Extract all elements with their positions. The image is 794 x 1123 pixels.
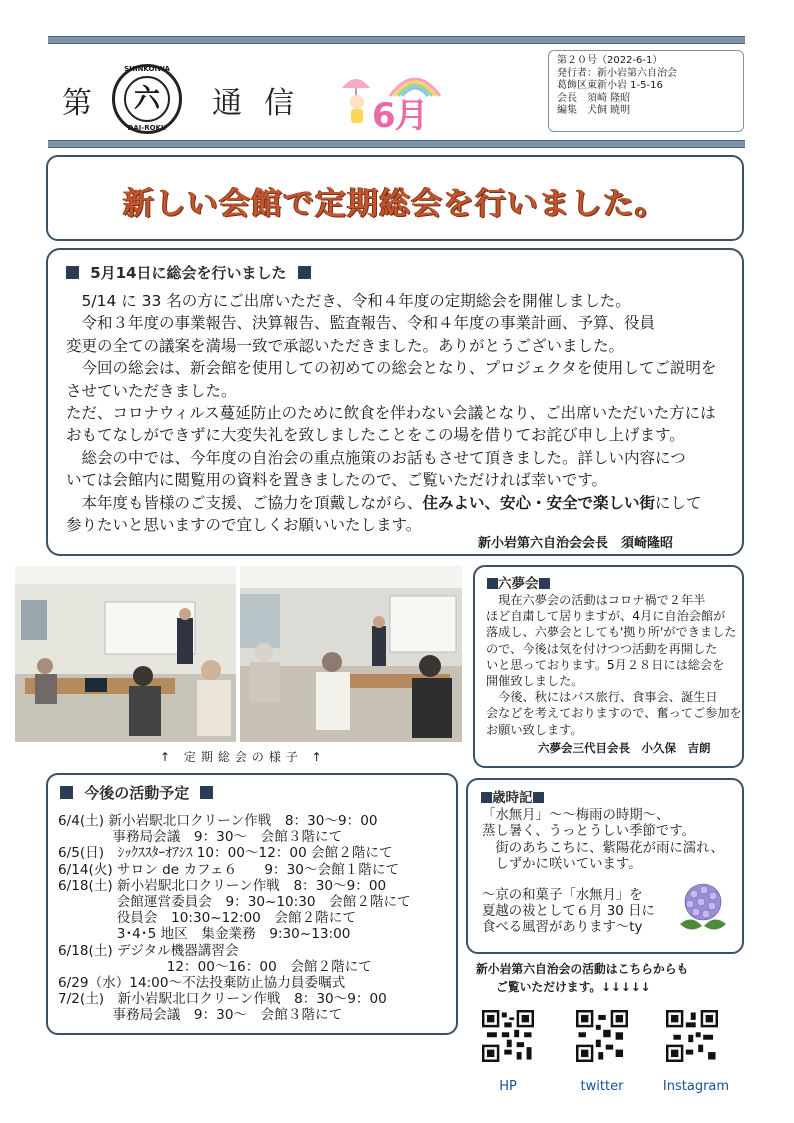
meeting-line: させていただきました。 <box>66 381 237 400</box>
meeting-signature: 新小岩第六自治会会長 須崎隆昭 <box>478 536 674 551</box>
meeting-line: 本年度も皆様のご支援、ご協力を頂戴しながら、住みよい、安心・安全で楽しい街にして <box>66 493 702 512</box>
issue-number: 第２０号（2022-6-1） <box>557 55 663 66</box>
rokumukai-line: 現在六夢会の活動はコロナ禍で２年半 <box>486 593 706 607</box>
saijiki-line: 夏越の祓として６月 30 日に <box>482 904 655 920</box>
rokumukai-line: 開催致しました。 <box>486 674 584 689</box>
meeting-photo-right <box>240 566 462 742</box>
qr-code-icon <box>576 1010 628 1062</box>
meeting-line: 5/14 に 33 名の方にご出席いただき、令和４年度の定期総会を開催しました。 <box>66 292 631 310</box>
masthead-dai: 第 <box>62 86 94 121</box>
saijiki-line: 「水無月」～～梅雨の時期～、 <box>482 808 670 823</box>
schedule-item: 6/29（水）14:00～不法投棄防止協力員委嘱式 <box>58 975 346 992</box>
qr-intro-line: 新小岩第六自治会の活動はこちらからも <box>476 962 689 976</box>
square-bullet-icon <box>481 792 492 803</box>
saijiki-line: 食べる風習があります～ty <box>482 920 643 936</box>
meeting-line: 今回の総会は、新会館を使用しての初めての総会となり、プロジェクタを使用してご説明を <box>66 359 717 378</box>
headline: 新しい会館で定期総会を行いました。 <box>123 186 667 222</box>
header-rule <box>48 140 745 148</box>
saijiki-line: しずかに咲いています。 <box>482 857 642 873</box>
saijiki-line: 街のあちこちに、紫陽花が雨に濡れ、 <box>482 840 724 856</box>
rokumukai-line: ほど自粛して居りますが、4月に自治会館が <box>486 609 726 624</box>
rokumukai-line: お願い致します。 <box>486 722 583 737</box>
schedule-item: 会館運営委員会 9：30~10:30 会館２階にて <box>58 894 411 911</box>
schedule-item: 役員会 10:30~12:00 会館２階にて <box>58 910 356 927</box>
square-bullet-icon <box>533 792 544 803</box>
meeting-line: いては会館内に閲覧用の資料を置きましたので、ご覧いただければ幸いです。 <box>66 471 607 490</box>
schedule-title: 今後の活動予定 <box>60 782 213 803</box>
square-bullet-icon <box>200 786 213 799</box>
rokumukai-line: いと思っております。5月２８日には総会を <box>486 657 725 672</box>
saijiki-title: 歳時記 <box>481 786 544 806</box>
schedule-item: 6/18(土) 新小岩駅北口クリーン作戦 8：30～9：00 <box>58 877 387 894</box>
schedule-item: 3･4･5 地区 集金業務 9:30~13:00 <box>58 926 351 943</box>
qr-code-icon <box>666 1010 718 1062</box>
qr-hp[interactable] <box>482 1010 534 1066</box>
meeting-line: 総会の中では、今年度の自治会の重点施策のお話もさせて頂きました。詳しい内容につ <box>66 448 686 467</box>
qr-intro-line: ご覧いただけます。↓↓↓↓↓ <box>496 980 651 994</box>
schedule-item: 6/4(土) 新小岩駅北口クリーン作戦 8：30～9：00 <box>58 813 378 829</box>
schedule-item: 6/14(火) サロン de カフェ６ 9：30～会館１階にて <box>58 861 400 878</box>
rokumukai-body <box>486 592 742 738</box>
meeting-line: 変更の全ての議案を満場一致で承認いただきました。ありがとうございました。 <box>66 336 625 355</box>
square-bullet-icon <box>487 578 498 589</box>
issue-editor: 編集 犬飼 暁明 <box>557 105 631 116</box>
issue-publisher: 発行者：新小岩第六自治会 <box>557 67 677 79</box>
meeting-line: 令和３年度の事業報告、決算報告、監査報告、令和４年度の事業計画、予算、役員 <box>66 314 656 333</box>
meeting-line: おもてなしができずに大変失礼を致しましたことをこの場を借りてお詫び申し上げます。 <box>66 426 685 445</box>
meeting-line: 参りたいと思いますので宜しくお願いいたします。 <box>66 516 422 535</box>
saijiki-line: ～京の和菓子「水無月」を <box>482 887 643 903</box>
qr-twitter[interactable] <box>576 1010 628 1066</box>
masthead-tsushin: 通信 <box>212 86 316 121</box>
qr-code-icon <box>482 1010 534 1062</box>
schedule-item: 7/2(土) 新小岩駅北口クリーン作戦 8：30～9：00 <box>58 991 387 1008</box>
rokumukai-signature: 六夢会三代目会長 小久保 吉朗 <box>538 741 711 755</box>
schedule-item: 6/18(土) デジタル機器講習会 <box>58 942 239 959</box>
schedule-item: 6/5(日) ｼｯｸｽｽﾀｰｵｱｼｽ 10：00～12：00 会館２階にて <box>58 845 393 862</box>
square-bullet-icon <box>298 266 311 279</box>
schedule-item: 事務局会議 9：30～ 会館３階にて <box>58 1007 343 1024</box>
hydrangea-icon <box>672 878 734 938</box>
schedule-list <box>58 813 411 1024</box>
meeting-body <box>66 290 730 536</box>
logo-top-text: SHINKOIWA <box>124 65 170 73</box>
square-bullet-icon <box>66 266 79 279</box>
meeting-emphasis: 住みよい、安心・安全で楽しい街 <box>422 493 656 512</box>
schedule-item: 12：00～16：00 会館２階にて <box>58 958 372 975</box>
saijiki-line: 蒸し暑く、うっとうしい季節です。 <box>482 824 695 840</box>
photo-caption: ↑ 定期総会の様子 ↑ <box>160 750 327 764</box>
rokumukai-title: 六夢会 <box>487 572 550 592</box>
rokumukai-line: 落成し、六夢会としても'拠り所'ができました <box>486 625 737 640</box>
rokumukai-line: ので、今後は気を付けつつ活動を再開した <box>486 641 718 656</box>
issue-address: 葛飾区東新小岩 1-5-16 <box>557 80 663 91</box>
top-rule <box>48 36 745 44</box>
issue-chair: 会長 須崎 隆昭 <box>557 92 631 104</box>
meeting-title: 5月14日に総会を行いました <box>66 262 311 283</box>
qr-intro <box>476 960 688 996</box>
month-label: 6月 <box>372 96 428 136</box>
qr-label-instagram[interactable]: Instagram <box>662 1079 730 1094</box>
rokumukai-line: 今後、秋にはバス旅行、食事会、誕生日 <box>486 690 718 705</box>
logo-char: 六 <box>124 76 170 122</box>
issue-info <box>548 50 744 132</box>
association-logo <box>112 64 182 134</box>
qr-instagram[interactable] <box>666 1010 718 1066</box>
qr-label-hp[interactable]: HP <box>499 1079 517 1094</box>
rokumukai-line: 会などを考えておりますので、奮ってご参加を <box>486 706 742 721</box>
meeting-photo-left <box>15 566 236 742</box>
square-bullet-icon <box>539 578 550 589</box>
qr-label-twitter[interactable]: twitter <box>580 1079 624 1094</box>
logo-bottom-text: DAI-ROKU <box>127 124 167 132</box>
schedule-item: 事務局会議 9：30～ 会館３階にて <box>58 829 343 846</box>
meeting-line: ただ、コロナウィルス蔓延防止のために飲食を伴わない会議となり、ご出席いただいた方には <box>66 404 716 423</box>
square-bullet-icon <box>60 786 73 799</box>
